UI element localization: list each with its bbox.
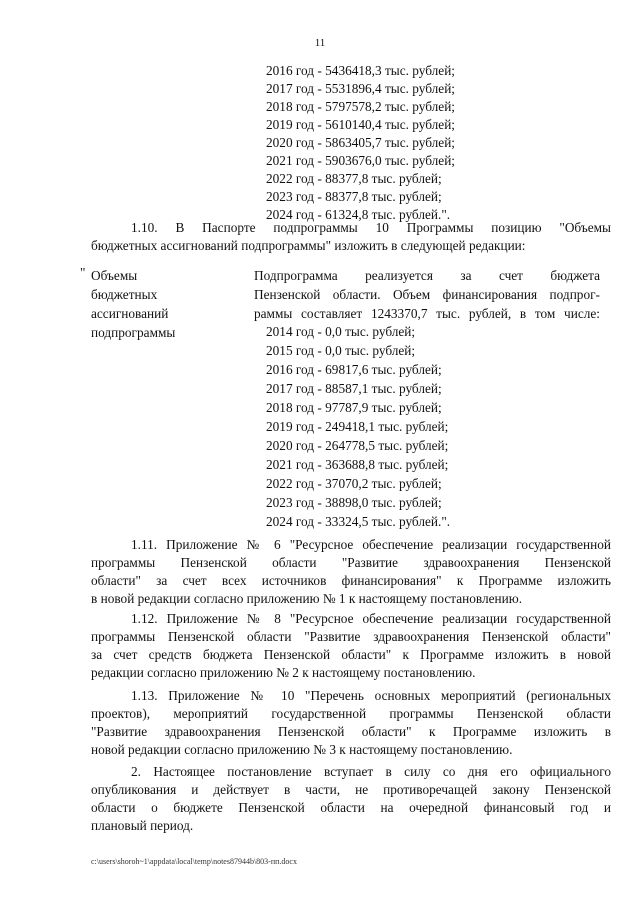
text-line: бюджетных ассигнований подпрограммы" изложить в следующей редакции: bbox=[91, 238, 526, 253]
text-line: "Развитие здравоохранения Пензенской области" к Программе изложить в bbox=[91, 724, 611, 739]
text-line: редакции согласно приложению № 2 к настоящему постановлению. bbox=[91, 665, 476, 680]
paragraph-1-13 bbox=[91, 687, 611, 759]
list-item: 2023 год - 88377,8 тыс. рублей; bbox=[266, 189, 442, 204]
list-item: 2021 год - 363688,8 тыс. рублей; bbox=[266, 457, 449, 472]
text-line: за счет средств бюджета Пензенской области" к Программе изложить в новой bbox=[91, 647, 611, 662]
text-line: Подпрограмма реализуется за счет бюджета bbox=[254, 268, 600, 283]
text-line: в новой редакции согласно приложению № 1 к настоящему постановлению. bbox=[91, 591, 523, 606]
text-line: новой редакции согласно приложению № 3 к настоящему постановлению. bbox=[91, 742, 513, 757]
list-item: 2016 год - 69817,6 тыс. рублей; bbox=[266, 362, 442, 377]
list-item: 2019 год - 249418,1 тыс. рублей; bbox=[266, 419, 449, 434]
list-item: 2017 год - 5531896,4 тыс. рублей; bbox=[266, 81, 456, 96]
paragraph-2 bbox=[91, 763, 611, 835]
list-item: 2024 год - 61324,8 тыс. рублей.". bbox=[266, 207, 451, 222]
text-line: 1.12. Приложение № 8 "Ресурсное обеспечение реализации государственной bbox=[131, 611, 611, 626]
list-item: 2018 год - 5797578,2 тыс. рублей; bbox=[266, 99, 456, 114]
list-item: 2021 год - 5903676,0 тыс. рублей; bbox=[266, 153, 456, 168]
text-line: области" за счет всех источников финансирования" к Программе изложить bbox=[91, 573, 611, 588]
list-item: 2014 год - 0,0 тыс. рублей; bbox=[266, 324, 416, 339]
text-line: программы Пензенской области "Развитие здравоохранения Пензенской bbox=[91, 555, 611, 570]
text-line: Объемы bbox=[91, 268, 138, 283]
text-line: области о бюджете Пензенской области на очередной финансовый год и bbox=[91, 800, 611, 815]
list-item: 2015 год - 0,0 тыс. рублей; bbox=[266, 343, 416, 358]
list-item: 2019 год - 5610140,4 тыс. рублей; bbox=[266, 117, 456, 132]
page-number: 11 bbox=[314, 37, 326, 49]
text-line: бюджетных bbox=[91, 287, 158, 302]
text-line: раммы составляет 1243370,7 тыс. рублей, в том числе: bbox=[254, 306, 600, 321]
list-item: 2020 год - 5863405,7 тыс. рублей; bbox=[266, 135, 456, 150]
list-item: 2022 год - 37070,2 тыс. рублей; bbox=[266, 476, 442, 491]
text-line: программы Пензенской области "Развитие здравоохранения Пензенской области" bbox=[91, 629, 611, 644]
text-line: 1.11. Приложение № 6 "Ресурсное обеспечение реализации государственной bbox=[131, 537, 611, 552]
paragraph-1-10 bbox=[91, 219, 611, 255]
text-line: плановый период. bbox=[91, 818, 194, 833]
text-line: 1.13. Приложение № 10 "Перечень основных мероприятий (региональных bbox=[131, 688, 611, 703]
text-line: 2. Настоящее постановление вступает в силу со дня его официального bbox=[131, 764, 611, 779]
list-item: 2017 год - 88587,1 тыс. рублей; bbox=[266, 381, 442, 396]
list-item: 2022 год - 88377,8 тыс. рублей; bbox=[266, 171, 442, 186]
list-item: 2023 год - 38898,0 тыс. рублей; bbox=[266, 495, 442, 510]
list-item: 2024 год - 33324,5 тыс. рублей.". bbox=[266, 514, 451, 529]
text-line: Пензенской области. Объем финансирования подпрог- bbox=[254, 287, 600, 302]
paragraph-1-12 bbox=[91, 610, 611, 682]
list-item: 2018 год - 97787,9 тыс. рублей; bbox=[266, 400, 442, 415]
text-line: 1.10. В Паспорте подпрограммы 10 Программы позицию "Объемы bbox=[131, 220, 611, 235]
table-left-column bbox=[91, 266, 175, 342]
text-line: проектов), мероприятий государственной программы Пензенской области bbox=[91, 706, 611, 721]
list-item: 2020 год - 264778,5 тыс. рублей; bbox=[266, 438, 449, 453]
text-line: опубликования и действует в части, не противоречащей закону Пензенской bbox=[91, 782, 611, 797]
list-item: 2016 год - 5436418,3 тыс. рублей; bbox=[266, 63, 456, 78]
opening-quote: " bbox=[80, 265, 86, 280]
text-line: подпрограммы bbox=[91, 325, 176, 340]
table-right-intro bbox=[254, 266, 600, 323]
text-line: ассигнований bbox=[91, 306, 169, 321]
paragraph-1-11 bbox=[91, 536, 611, 608]
file-path-footer: c:\users\shoroh~1\appdata\local\temp\notes87944b\803-пп.docx bbox=[91, 857, 297, 866]
